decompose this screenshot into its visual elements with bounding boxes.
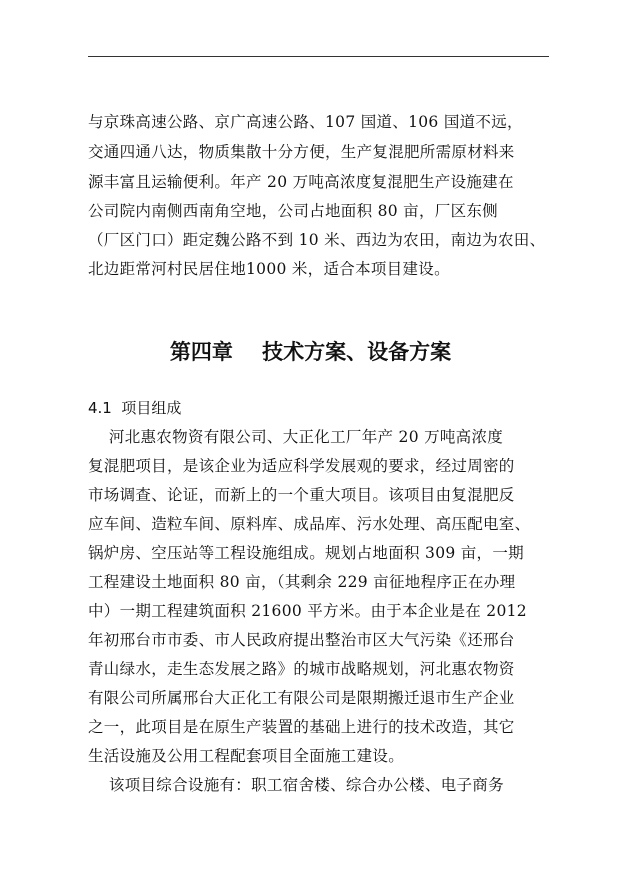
paragraph-line: 中）一期工程建筑面积 21600 平方米。由于本企业是在 2012 xyxy=(88,602,527,620)
paragraph-line: 锅炉房、空压站等工程设施组成。规划占地面积 309 亩，一期 xyxy=(88,544,524,562)
paragraph-line: 源丰富且运输便利。年产 20 万吨高浓度复混肥生产设施建在 xyxy=(88,173,514,191)
paragraph-line: 工程建设土地面积 80 亩，（其剩余 229 亩征地程序正在办理 xyxy=(88,573,516,591)
paragraph-line: 交通四通八达，物质集散十分方便，生产复混肥所需原材料来 xyxy=(88,143,515,161)
chapter-title: 第四章 技术方案、设备方案 xyxy=(169,340,452,364)
header-rule xyxy=(88,56,549,57)
paragraph-line: 河北惠农物资有限公司、大正化工厂年产 20 万吨高浓度 xyxy=(88,428,504,446)
paragraph-line: 北边距常河村民居住地1000 米，适合本项目建设。 xyxy=(88,260,450,278)
paragraph-line: 有限公司所属邢台大正化工有限公司是限期搬迁退市生产企业 xyxy=(88,689,515,707)
paragraph-line: 市场调查、论证，而新上的一个重大项目。该项目由复混肥反 xyxy=(88,486,515,504)
paragraph-line: 青山绿水，走生态发展之路》的城市战略规划，河北惠农物资 xyxy=(88,660,515,678)
paragraph-line: （厂区门口）距定魏公路不到 10 米、西边为农田，南边为农田、 xyxy=(88,231,546,249)
paragraph-line: 年初邢台市市委、市人民政府提出整治市区大气污染《还邢台 xyxy=(88,631,515,649)
paragraph-line: 应车间、造粒车间、原料库、成品库、污水处理、高压配电室、 xyxy=(88,515,531,533)
section-heading: 4.1 项目组成 xyxy=(88,399,182,417)
paragraph-line: 之一，此项目是在原生产装置的基础上进行的技术改造，其它 xyxy=(88,718,515,736)
paragraph-line: 与京珠高速公路、京广高速公路、107 国道、106 国道不远， xyxy=(88,113,523,131)
paragraph-line: 生活设施及公用工程配套项目全面施工建设。 xyxy=(88,747,405,765)
paragraph-line: 复混肥项目，是该企业为适应科学发展观的要求，经过周密的 xyxy=(88,457,515,475)
paragraph-line: 该项目综合设施有：职工宿舍楼、综合办公楼、电子商务 xyxy=(88,776,504,794)
paragraph-line: 公司院内南侧西南角空地，公司占地面积 80 亩，厂区东侧 xyxy=(88,202,498,220)
